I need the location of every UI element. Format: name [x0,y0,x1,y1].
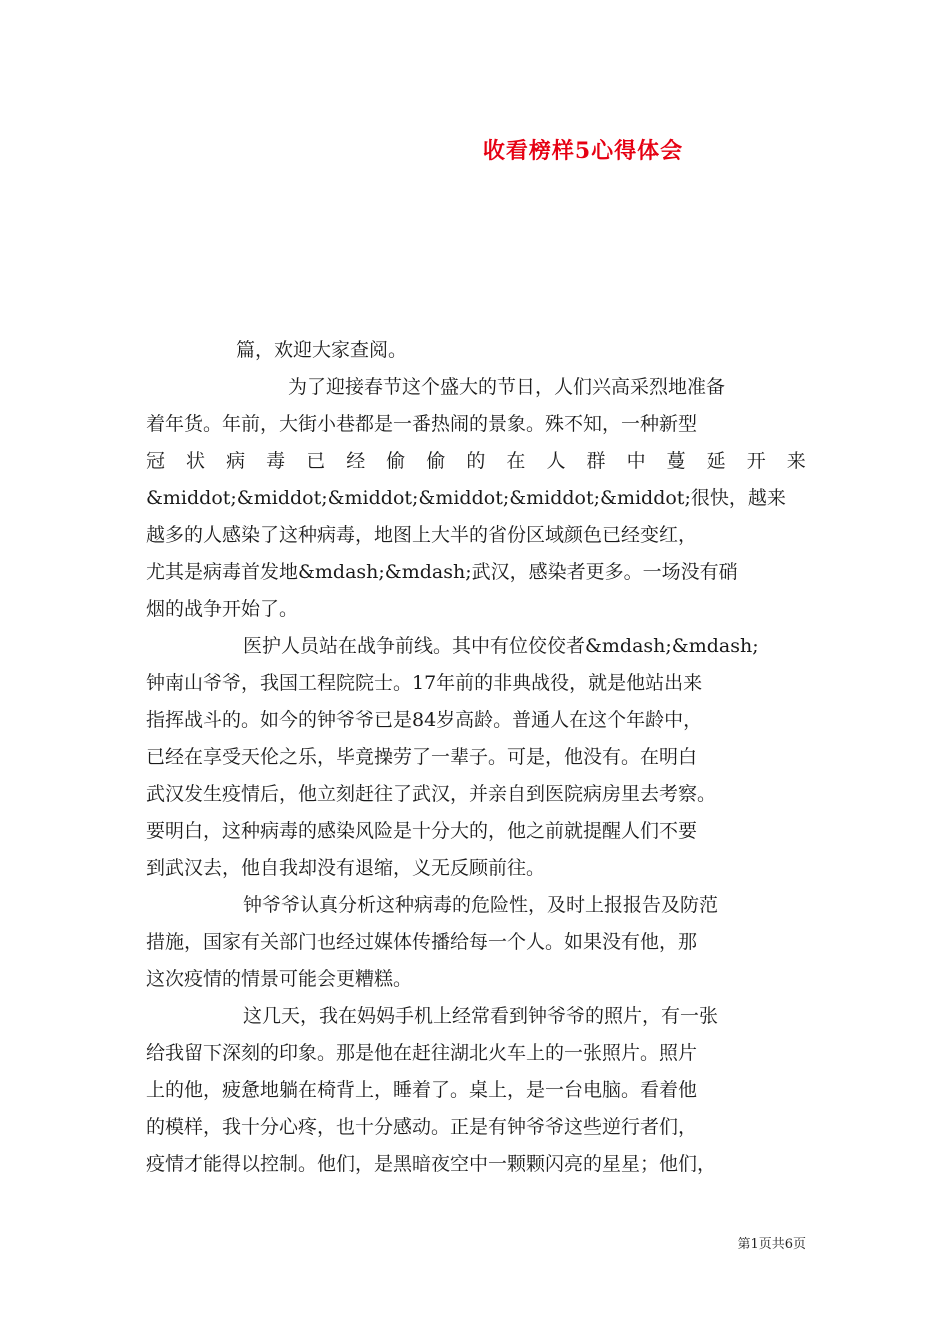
text-line: 要明白，这种病毒的感染风险是十分大的，他之前就提醒人们不要 [146,820,698,842]
text-line: 越多的人感染了这种病毒，地图上大半的省份区域颜色已经变红， [146,524,698,546]
text-line: 上的他，疲惫地躺在椅背上，睡着了。桌上，是一台电脑。看着他 [146,1079,698,1101]
text-line: 指挥战斗的。如今的钟爷爷已是84岁高龄。普通人在这个年龄中， [146,709,703,731]
text-line: 烟的战争开始了。 [146,598,299,620]
text-line: 这次疫情的情景可能会更糟糕。 [146,968,413,990]
text-line: 武汉发生疫情后，他立刻赶往了武汉，并亲自到医院病房里去考察。 [146,783,717,805]
text-char: 在 [506,450,526,472]
document-body [146,332,806,1183]
text-char: 蔓 [666,450,686,472]
text-char: 中 [626,450,646,472]
text-line: 钟南山爷爷，我国工程院院士。17年前的非典战役，就是他站出来 [146,672,703,694]
text-line: 疫情才能得以控制。他们，是黑暗夜空中一颗颗闪亮的星星；他们， [146,1153,717,1175]
text-char: 人 [546,450,566,472]
text-line: 给我留下深刻的印象。那是他在赶往湖北火车上的一张照片。照片 [146,1042,698,1064]
text-line: 的模样，我十分心疼，也十分感动。正是有钟爷爷这些逆行者们， [146,1116,698,1138]
text-line: &middot;&middot;&middot;&middot;&middot;&middot;很快，越来 [146,487,786,509]
text-line: 着年货。年前，大街小巷都是一番热闹的景象。殊不知，一种新型 [146,413,698,435]
text-line: 为了迎接春节这个盛大的节日，人们兴高采烈地准备 [288,376,726,398]
text-line: 已经在享受天伦之乐，毕竟操劳了一辈子。可是，他没有。在明白 [146,746,698,768]
text-line: 篇，欢迎大家查阅。 [236,339,408,361]
text-line: 医护人员站在战争前线。其中有位佼佼者&mdash;&mdash; [243,635,759,657]
text-char: 偷 [386,450,406,472]
text-char: 开 [746,450,766,472]
text-char: 冠 [146,450,166,472]
text-char: 延 [706,450,726,472]
text-char: 毒 [266,450,286,472]
text-char: 的 [466,450,486,472]
text-line: 钟爷爷认真分析这种病毒的危险性，及时上报报告及防范 [243,894,719,916]
page-footer: 第1页共6页 [737,1237,806,1252]
text-char: 经 [346,450,366,472]
text-line-justified [146,443,806,480]
document-title: 收看榜样5心得体会 [482,138,684,164]
text-char: 群 [586,450,606,472]
text-line: 措施，国家有关部门也经过媒体传播给每一个人。如果没有他，那 [146,931,698,953]
text-char: 来 [786,450,806,472]
text-line: 尤其是病毒首发地&mdash;&mdash;武汉，感染者更多。一场没有硝 [146,561,738,583]
text-char: 已 [306,450,326,472]
text-char: 偷 [426,450,446,472]
text-line: 这几天，我在妈妈手机上经常看到钟爷爷的照片，有一张 [243,1005,719,1027]
text-line: 到武汉去，他自我却没有退缩，义无反顾前往。 [146,857,546,879]
text-char: 病 [226,450,246,472]
text-char: 状 [186,450,206,472]
